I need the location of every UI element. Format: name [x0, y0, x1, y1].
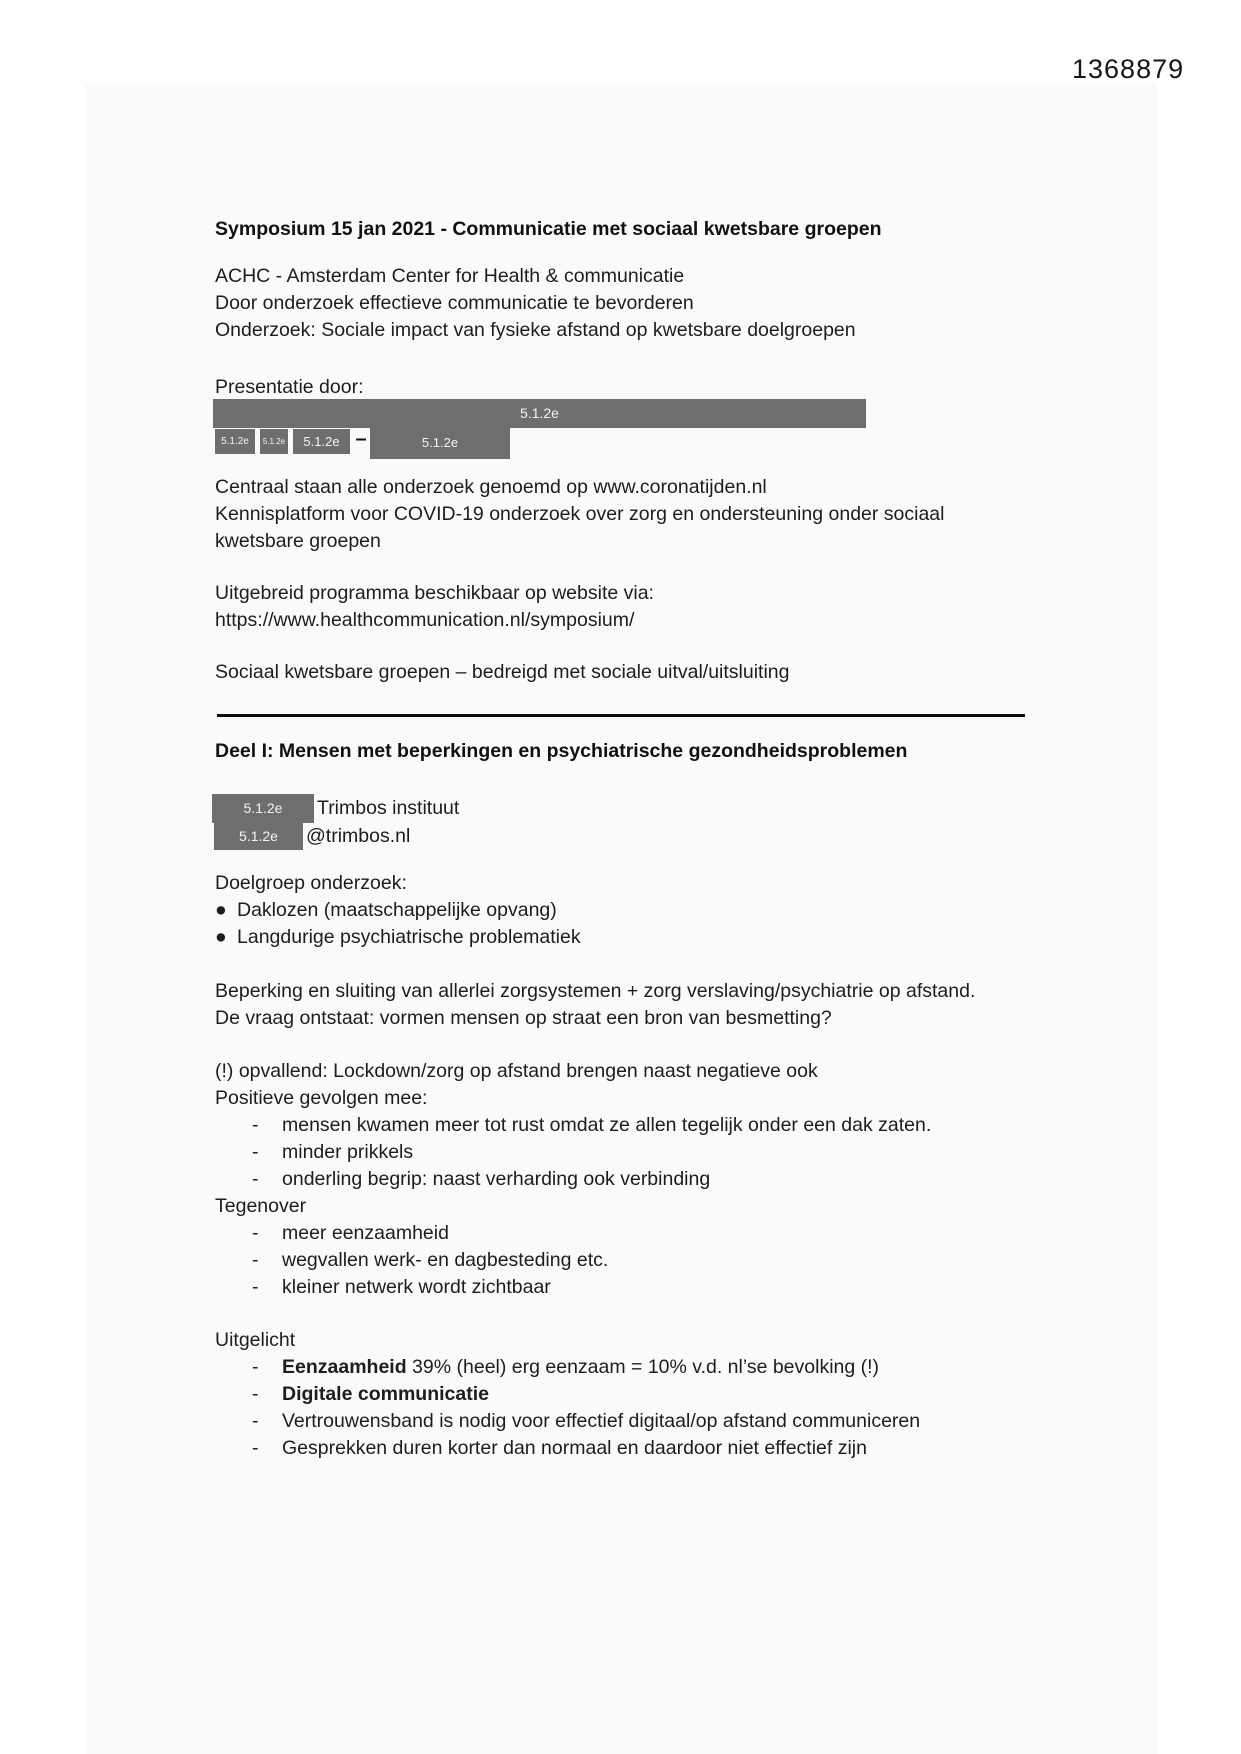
dash-list-item	[215, 1112, 1047, 1139]
dash-item-text: onderling begrip: naast verharding ook verbinding	[282, 1168, 711, 1190]
redaction-code-label: 5.1.2e	[303, 434, 340, 449]
bullet-text: Daklozen (maatschappelijke opvang)	[237, 899, 557, 921]
dash-icon: -	[252, 1222, 259, 1244]
bullet-list-item	[215, 897, 1047, 924]
centraal-line: Kennisplatform voor COVID-19 onderzoek over zorg en ondersteuning onder sociaal	[215, 503, 945, 525]
dash-item-text: mensen kwamen meer tot rust omdat ze allen tegelijk onder een dak zaten.	[282, 1114, 932, 1136]
dash-icon: -	[252, 1249, 259, 1271]
presentatie-door-label: Presentatie door:	[215, 376, 364, 398]
intro-line: ACHC - Amsterdam Center for Health & communicatie	[215, 265, 685, 287]
dash-list-item	[215, 1247, 1047, 1274]
programma-paragraph	[215, 580, 1047, 634]
centraal-paragraph	[215, 474, 1047, 555]
tegenover-label: Tegenover	[215, 1195, 307, 1217]
dash-item-text: kleiner netwerk wordt zichtbaar	[282, 1276, 551, 1298]
contact-organisation: Trimbos instituut	[317, 797, 460, 819]
intro-paragraph	[215, 263, 1047, 344]
contact-redaction-block	[215, 794, 1047, 850]
bullet-icon: ●	[215, 899, 227, 921]
centraal-line: kwetsbare groepen	[215, 530, 381, 552]
intro-line: Door onderzoek effectieve communicatie te bevorderen	[215, 292, 694, 314]
redaction-code-label: 5.1.2e	[262, 437, 286, 446]
contact-row	[215, 823, 1047, 850]
name-separator-dash: –	[355, 428, 367, 450]
uitgelicht-heading: Uitgelicht	[215, 1329, 296, 1351]
dash-item-text: Vertrouwensband is nodig voor effectief digitaal/op afstand communiceren	[282, 1410, 921, 1432]
document-content	[215, 216, 1047, 1462]
dash-item-bold-text: Digitale communicatie	[282, 1383, 489, 1405]
redaction-code-label: 5.1.2e	[520, 405, 559, 421]
redaction-code-label: 5.1.2e	[221, 436, 249, 447]
dash-icon: -	[252, 1276, 259, 1298]
section-divider	[217, 714, 1025, 717]
symposium-url: https://www.healthcommunication.nl/symposium/	[215, 609, 635, 631]
dash-icon: -	[252, 1356, 259, 1378]
opvallend-section	[215, 1058, 1047, 1301]
dash-icon: -	[252, 1141, 259, 1163]
dash-item-text: meer eenzaamheid	[282, 1222, 449, 1244]
dash-list-item	[215, 1166, 1047, 1193]
redaction-bar	[213, 399, 866, 428]
uitgelicht-section	[215, 1327, 1047, 1462]
dash-item-text: 39% (heel) erg eenzaam = 10% v.d. nl’se bevolking (!)	[406, 1356, 880, 1378]
doelgroep-section	[215, 870, 1047, 951]
dash-list-item	[215, 1381, 1047, 1408]
beperking-paragraph	[215, 978, 1047, 1032]
dash-list-item	[215, 1139, 1047, 1166]
dash-item-text: minder prikkels	[282, 1141, 414, 1163]
dash-icon: -	[252, 1410, 259, 1432]
beperking-line: Beperking en sluiting van allerlei zorgsystemen + zorg verslaving/psychiatrie op afstand.	[215, 980, 976, 1002]
bullet-text: Langdurige psychiatrische problematiek	[237, 926, 581, 948]
redaction-code-label: 5.1.2e	[421, 435, 459, 450]
deel1-heading: Deel I: Mensen met beperkingen en psychiatrische gezondheidsproblemen	[215, 740, 908, 762]
redaction-bar	[260, 429, 288, 454]
dash-list-item	[215, 1274, 1047, 1301]
redaction-bar	[293, 429, 350, 454]
sociaal-kwetsbare-line: Sociaal kwetsbare groepen – bedreigd met sociale uitval/uitsluiting	[215, 661, 790, 683]
dash-icon: -	[252, 1383, 259, 1405]
redaction-bar	[212, 794, 314, 823]
dash-icon: -	[252, 1114, 259, 1136]
dash-item-bold-text: Eenzaamheid	[282, 1356, 407, 1378]
doelgroep-heading: Doelgroep onderzoek:	[215, 872, 407, 894]
contact-email-suffix: @trimbos.nl	[306, 825, 411, 847]
redaction-bar	[215, 429, 255, 454]
bullet-icon: ●	[215, 926, 227, 948]
presenter-redaction-cluster	[213, 399, 1047, 461]
intro-line: Onderzoek: Sociale impact van fysieke afstand op kwetsbare doelgroepen	[215, 319, 856, 341]
dash-icon: -	[252, 1437, 259, 1459]
programma-line: Uitgebreid programma beschikbaar op website via:	[215, 582, 654, 604]
redaction-code-label: 5.1.2e	[243, 800, 283, 816]
dash-list-item	[215, 1354, 1047, 1381]
dash-list-item	[215, 1435, 1047, 1462]
dash-item-text: Gesprekken duren korter dan normaal en daardoor niet effectief zijn	[282, 1437, 867, 1459]
beperking-line: De vraag ontstaat: vormen mensen op straat een bron van besmetting?	[215, 1007, 832, 1029]
document-title: Symposium 15 jan 2021 - Communicatie met sociaal kwetsbare groepen	[215, 218, 882, 240]
opvallend-line: Positieve gevolgen mee:	[215, 1087, 428, 1109]
bullet-list-item	[215, 924, 1047, 951]
redaction-bar	[214, 823, 303, 850]
document-number: 1368879	[1072, 54, 1185, 84]
opvallend-line: (!) opvallend: Lockdown/zorg op afstand brengen naast negatieve ook	[215, 1060, 818, 1082]
redaction-bar	[370, 426, 510, 459]
dash-list-item	[215, 1408, 1047, 1435]
dash-list-item	[215, 1220, 1047, 1247]
contact-row	[215, 794, 1047, 823]
redaction-code-label: 5.1.2e	[239, 828, 278, 844]
centraal-line: Centraal staan alle onderzoek genoemd op www.coronatijden.nl	[215, 476, 767, 498]
dash-item-text: wegvallen werk- en dagbesteding etc.	[282, 1249, 609, 1271]
dash-icon: -	[252, 1168, 259, 1190]
